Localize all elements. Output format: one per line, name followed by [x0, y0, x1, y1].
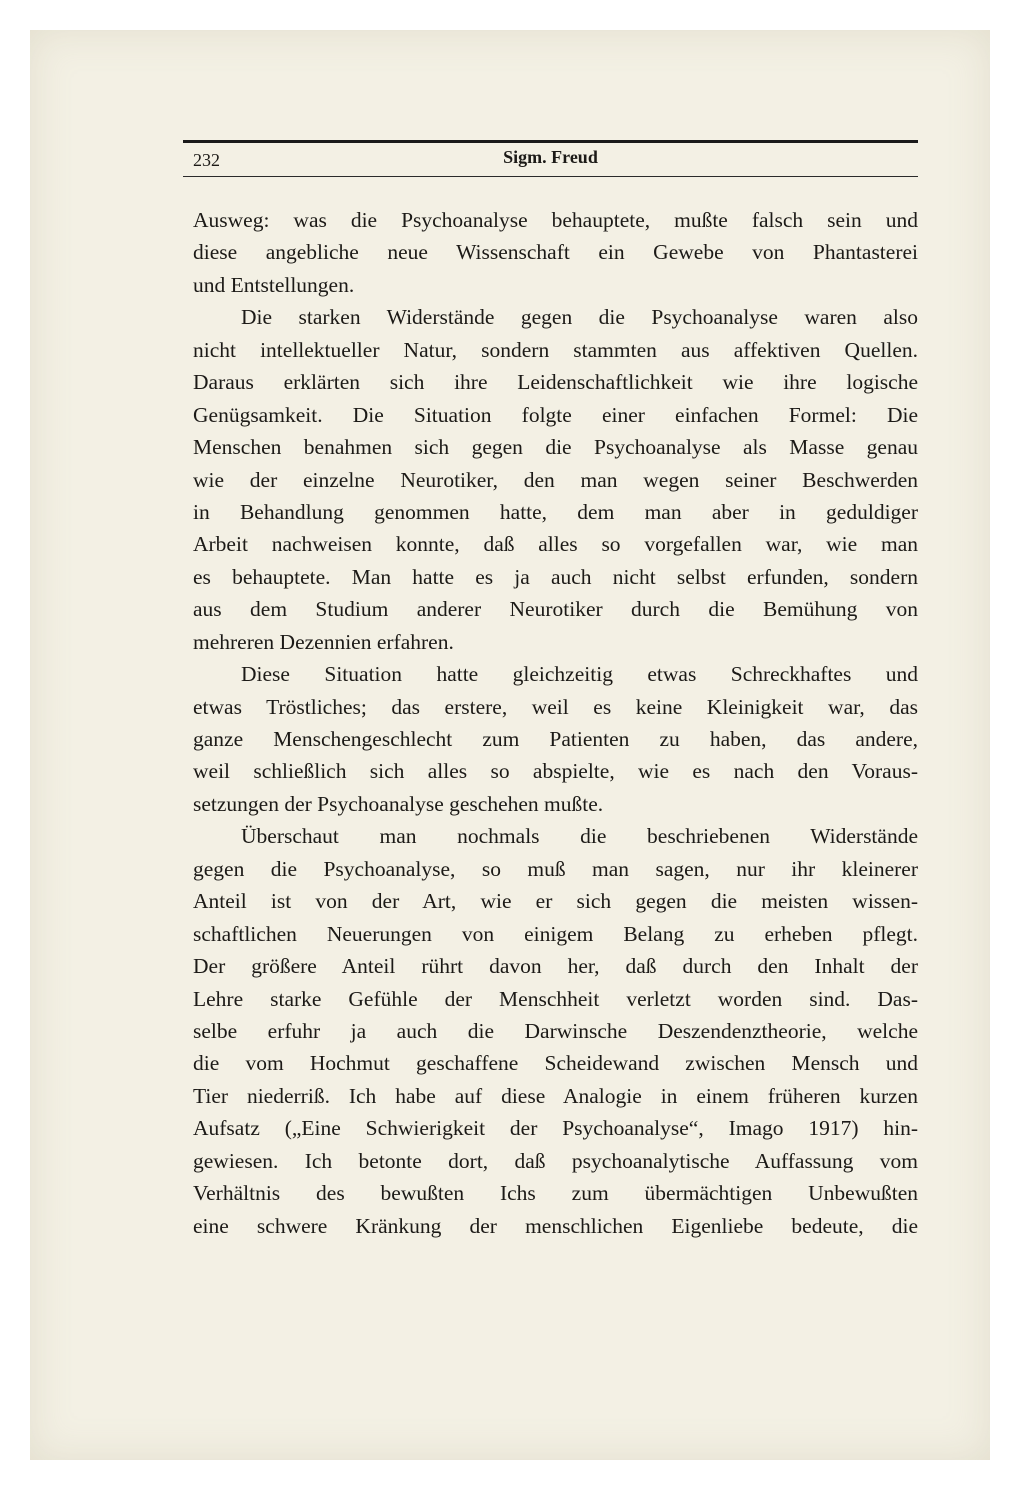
text-line: Anteil ist von der Art, wie er sich gegen die meisten wissen- — [193, 889, 918, 914]
text-line: aus dem Studium anderer Neurotiker durch die Bemühung von — [193, 597, 918, 622]
text-line: Aufsatz („Eine Schwierigkeit der Psychoanalyse“, Imago 1917) hin- — [193, 1116, 918, 1141]
text-line: Arbeit nachweisen konnte, daß alles so vorgefallen war, wie man — [193, 532, 918, 557]
text-line: gegen die Psychoanalyse, so muß man sagen, nur ihr kleinerer — [193, 856, 918, 881]
text-line: gewiesen. Ich betonte dort, daß psychoanalytische Auffassung vom — [193, 1148, 918, 1173]
text-line: es behauptete. Man hatte es ja auch nicht selbst erfunden, sondern — [193, 564, 918, 589]
text-line: diese angebliche neue Wissenschaft ein Gewebe von Phantasterei — [193, 240, 918, 265]
text-line: nicht intellektueller Natur, sondern stammten aus affektiven Quellen. — [193, 337, 918, 362]
paragraph — [193, 820, 918, 1242]
text-line: setzungen der Psychoanalyse geschehen mußte. — [193, 791, 604, 816]
text-line: Ausweg: was die Psychoanalyse behauptete, mußte falsch sein und — [193, 208, 918, 232]
running-head: Sigm. Freud — [503, 147, 598, 167]
text-line: Lehre starke Gefühle der Menschheit verletzt worden sind. Das- — [193, 986, 918, 1011]
text-line: weil schließlich sich alles so abspielte, wie es nach den Voraus- — [193, 759, 918, 784]
text-line: Daraus erklärten sich ihre Leidenschaftlichkeit wie ihre logische — [193, 370, 918, 395]
text-line: Der größere Anteil rührt davon her, daß durch den Inhalt der — [193, 954, 918, 979]
text-line: Die starken Widerstände gegen die Psychoanalyse waren also — [241, 305, 918, 330]
text-line: in Behandlung genommen hatte, dem man aber in geduldiger — [193, 499, 918, 524]
page-number: 232 — [193, 150, 220, 170]
text-line: Menschen benahmen sich gegen die Psychoanalyse als Masse genau — [193, 435, 918, 460]
text-line: mehreren Dezennien erfahren. — [193, 629, 454, 654]
text-line: Überschaut man nochmals die beschriebenen Widerstände — [241, 824, 918, 849]
text-line: Verhältnis des bewußten Ichs zum übermächtigen Unbewußten — [193, 1181, 918, 1206]
text-line: eine schwere Kränkung der menschlichen Eigenliebe bedeute, die — [193, 1213, 918, 1238]
text-line: selbe erfuhr ja auch die Darwinsche Deszendenztheorie, welche — [193, 1018, 918, 1043]
header-rule-bottom — [183, 176, 918, 177]
paragraph — [193, 658, 918, 820]
text-line: und Entstellungen. — [193, 272, 355, 297]
text-line: ganze Menschengeschlecht zum Patienten zu haben, das andere, — [193, 727, 918, 751]
text-line: Tier niederriß. Ich habe auf diese Analogie in einem früheren kurzen — [193, 1083, 918, 1108]
text-line: Genügsamkeit. Die Situation folgte einer einfachen Formel: Die — [193, 402, 918, 427]
header-rule-top — [183, 140, 918, 143]
body-text — [193, 204, 918, 1242]
paragraph — [193, 301, 918, 658]
paragraph — [193, 204, 918, 301]
text-line: etwas Tröstliches; das erstere, weil es keine Kleinigkeit war, das — [193, 694, 918, 719]
text-line: Diese Situation hatte gleichzeitig etwas Schreckhaftes und — [241, 662, 918, 687]
text-line: die vom Hochmut geschaffene Scheidewand zwischen Mensch und — [193, 1051, 918, 1076]
text-line: schaftlichen Neuerungen von einigem Belang zu erheben pflegt. — [193, 921, 918, 946]
text-line: wie der einzelne Neurotiker, den man wegen seiner Beschwerden — [193, 467, 918, 492]
